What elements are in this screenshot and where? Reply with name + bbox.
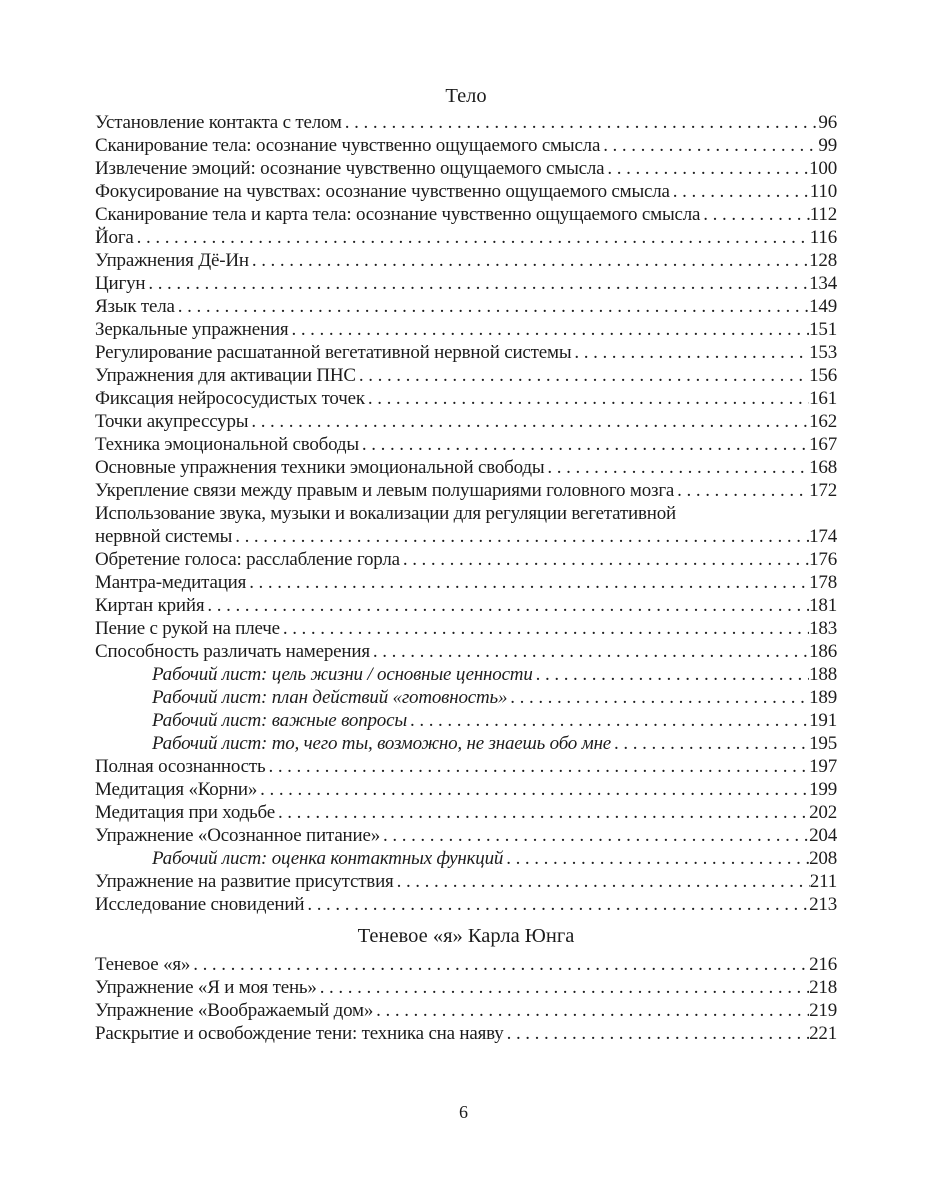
dot-leader: [407, 709, 809, 732]
entry-page-number: 218: [809, 977, 837, 998]
dot-leader: [280, 617, 809, 640]
entry-page-number: 211: [809, 871, 837, 892]
entry-page-number: 128: [809, 250, 837, 271]
toc-entry: [95, 272, 837, 295]
entry-page-number: 162: [809, 411, 837, 432]
toc-section: [95, 924, 837, 1045]
entry-title: Способность различать намерения: [95, 641, 370, 662]
toc-entry: [95, 111, 837, 134]
entry-title: Цигун: [95, 273, 146, 294]
entry-title: Упражнение «Воображаемый дом»: [95, 1000, 374, 1021]
dot-leader: [503, 847, 809, 870]
entry-title: Рабочий лист: то, чего ты, возможно, не знаешь обо мне: [152, 733, 612, 754]
dot-leader: [600, 134, 818, 157]
entry-page-number: 202: [809, 802, 837, 823]
toc-entry: [95, 617, 837, 640]
entry-title: Точки акупрессуры: [95, 411, 249, 432]
toc-entry: [95, 778, 837, 801]
section-title: Теневое «я» Карла Юнга: [357, 925, 575, 947]
entry-page-number: 168: [809, 457, 837, 478]
entry-title: Рабочий лист: план действий «готовность»: [152, 687, 508, 708]
dot-leader: [317, 976, 809, 999]
entry-page-number: 112: [809, 204, 837, 225]
entry-page-number: 183: [809, 618, 837, 639]
dot-leader: [356, 364, 809, 387]
dot-leader: [604, 157, 809, 180]
dot-leader: [342, 111, 819, 134]
dot-leader: [145, 272, 809, 295]
dot-leader: [400, 548, 809, 571]
dot-leader: [232, 525, 809, 548]
dot-leader: [275, 801, 809, 824]
entry-page-number: 219: [809, 1000, 837, 1021]
toc-entry: [95, 295, 837, 318]
section-entries: [95, 111, 837, 916]
toc-entry: [95, 134, 837, 157]
dot-leader: [533, 663, 809, 686]
entry-title: Пение с рукой на плече: [95, 618, 280, 639]
toc-entry: [95, 479, 837, 502]
toc-entry: [95, 180, 837, 203]
entry-title: Теневое «я»: [95, 954, 191, 975]
entry-title: Медитация при ходьбе: [95, 802, 275, 823]
entry-page-number: 99: [818, 135, 837, 156]
entry-title: Использование звука, музыки и вокализации для регуляции вегетативной: [95, 503, 677, 524]
toc-entry: [95, 364, 837, 387]
entry-title: Упражнения для активации ПНС: [95, 365, 356, 386]
entry-page-number: 197: [809, 756, 837, 777]
entry-page-number: 167: [809, 434, 837, 455]
entry-title: Обретение голоса: расслабление горла: [95, 549, 400, 570]
entry-title: Сканирование тела и карта тела: осознание чувственно ощущаемого смысла: [95, 204, 701, 225]
dot-leader: [394, 870, 810, 893]
entry-title: нервной системы: [95, 526, 233, 547]
dot-leader: [257, 778, 809, 801]
toc-entry: [95, 976, 837, 999]
entry-title: Мантра-медитация: [95, 572, 247, 593]
entry-page-number: 195: [809, 733, 837, 754]
entry-title: Регулирование расшатанной вегетативной нервной системы: [95, 342, 572, 363]
section-entries: [95, 953, 837, 1045]
entry-page-number: 221: [809, 1023, 837, 1044]
entry-page-number: 96: [818, 112, 837, 133]
dot-leader: [571, 341, 809, 364]
dot-leader: [700, 203, 810, 226]
entry-page-number: 176: [809, 549, 837, 570]
entry-page-number: 204: [809, 825, 837, 846]
entry-page-number: 161: [809, 388, 837, 409]
toc-entry: [95, 755, 837, 778]
dot-leader: [674, 479, 809, 502]
entry-page-number: 110: [809, 181, 837, 202]
entry-title: Рабочий лист: важные вопросы: [152, 710, 407, 731]
toc-entry: [95, 433, 837, 456]
dot-leader: [504, 1022, 810, 1045]
toc-entry: [95, 157, 837, 180]
entry-title: Фиксация нейрососудистых точек: [95, 388, 365, 409]
toc-entry: [95, 663, 837, 686]
dot-leader: [359, 433, 809, 456]
dot-leader: [370, 640, 809, 663]
dot-leader: [507, 686, 809, 709]
toc-entry: [95, 709, 837, 732]
entry-title: Киртан крийя: [95, 595, 205, 616]
entry-page-number: 186: [809, 641, 837, 662]
toc-entry: [95, 456, 837, 479]
dot-leader: [249, 249, 809, 272]
toc-entry-wrap-line: [95, 502, 837, 525]
entry-page-number: 189: [809, 687, 837, 708]
entry-title: Сканирование тела: осознание чувственно ощущаемого смысла: [95, 135, 601, 156]
entry-title: Раскрытие и освобождение тени: техника сна наяву: [95, 1023, 504, 1044]
entry-title: Упражнение «Осознанное питание»: [95, 825, 381, 846]
entry-title: Основные упражнения техники эмоциональной свободы: [95, 457, 545, 478]
entry-title: Зеркальные упражнения: [95, 319, 289, 340]
entry-page-number: 151: [809, 319, 837, 340]
section-title: Тело: [445, 85, 487, 107]
entry-title: Рабочий лист: цель жизни / основные ценности: [152, 664, 533, 685]
dot-leader: [248, 410, 809, 433]
toc-entry: [95, 571, 837, 594]
dot-leader: [265, 755, 809, 778]
entry-title: Язык тела: [95, 296, 175, 317]
entry-title: Упражнение на развитие присутствия: [95, 871, 394, 892]
toc-entry: [95, 525, 837, 548]
dot-leader: [204, 594, 809, 617]
entry-page-number: 181: [809, 595, 837, 616]
dot-leader: [544, 456, 809, 479]
entry-title: Полная осознанность: [95, 756, 266, 777]
toc-entry: [95, 824, 837, 847]
dot-leader: [380, 824, 809, 847]
entry-title: Извлечение эмоций: осознание чувственно ощущаемого смысла: [95, 158, 605, 179]
toc-entry: [95, 847, 837, 870]
dot-leader: [373, 999, 809, 1022]
entry-page-number: 153: [809, 342, 837, 363]
entry-title: Упражнения Дё-Ин: [95, 250, 249, 271]
entry-title: Фокусирование на чувствах: осознание чувственно ощущаемого смысла: [95, 181, 670, 202]
entry-page-number: 191: [809, 710, 837, 731]
toc-entry: [95, 686, 837, 709]
entry-page-number: 216: [809, 954, 837, 975]
toc-entry: [95, 249, 837, 272]
dot-leader: [134, 226, 810, 249]
dot-leader: [304, 893, 809, 916]
entry-title: Исследование сновидений: [95, 894, 305, 915]
toc-entry: [95, 953, 837, 976]
entry-page-number: 208: [809, 848, 837, 869]
dot-leader: [611, 732, 809, 755]
toc-entry: [95, 226, 837, 249]
toc-entry: [95, 548, 837, 571]
entry-page-number: 172: [809, 480, 837, 501]
dot-leader: [190, 953, 809, 976]
toc-entry: [95, 318, 837, 341]
dot-leader: [365, 387, 809, 410]
entry-page-number: 199: [809, 779, 837, 800]
entry-page-number: 149: [809, 296, 837, 317]
toc-entry: [95, 387, 837, 410]
toc-entry: [95, 999, 837, 1022]
entry-page-number: 174: [809, 526, 837, 547]
toc-entry: [95, 341, 837, 364]
toc-entry: [95, 893, 837, 916]
entry-title: Установление контакта с телом: [95, 112, 342, 133]
dot-leader: [246, 571, 809, 594]
toc-entry: [95, 640, 837, 663]
page-number: 6: [459, 1102, 468, 1122]
entry-page-number: 213: [809, 894, 837, 915]
entry-title: Упражнение «Я и моя тень»: [95, 977, 317, 998]
entry-page-number: 156: [809, 365, 837, 386]
toc-section: [95, 84, 837, 916]
toc: [95, 84, 837, 1045]
toc-entry: [95, 203, 837, 226]
entry-title: Йога: [95, 227, 134, 248]
entry-page-number: 100: [809, 158, 837, 179]
toc-entry: [95, 410, 837, 433]
entry-title: Рабочий лист: оценка контактных функций: [152, 848, 504, 869]
toc-entry: [95, 801, 837, 824]
dot-leader: [175, 295, 809, 318]
entry-title: Техника эмоциональной свободы: [95, 434, 359, 455]
entry-title: Укрепление связи между правым и левым полушариями головного мозга: [95, 480, 675, 501]
entry-page-number: 188: [809, 664, 837, 685]
dot-leader: [670, 180, 810, 203]
toc-entry: [95, 732, 837, 755]
entry-page-number: 116: [809, 227, 837, 248]
toc-entry: [95, 870, 837, 893]
entry-title: Медитация «Корни»: [95, 779, 258, 800]
entry-page-number: 134: [809, 273, 837, 294]
toc-entry: [95, 594, 837, 617]
toc-entry: [95, 1022, 837, 1045]
entry-page-number: 178: [809, 572, 837, 593]
dot-leader: [288, 318, 809, 341]
